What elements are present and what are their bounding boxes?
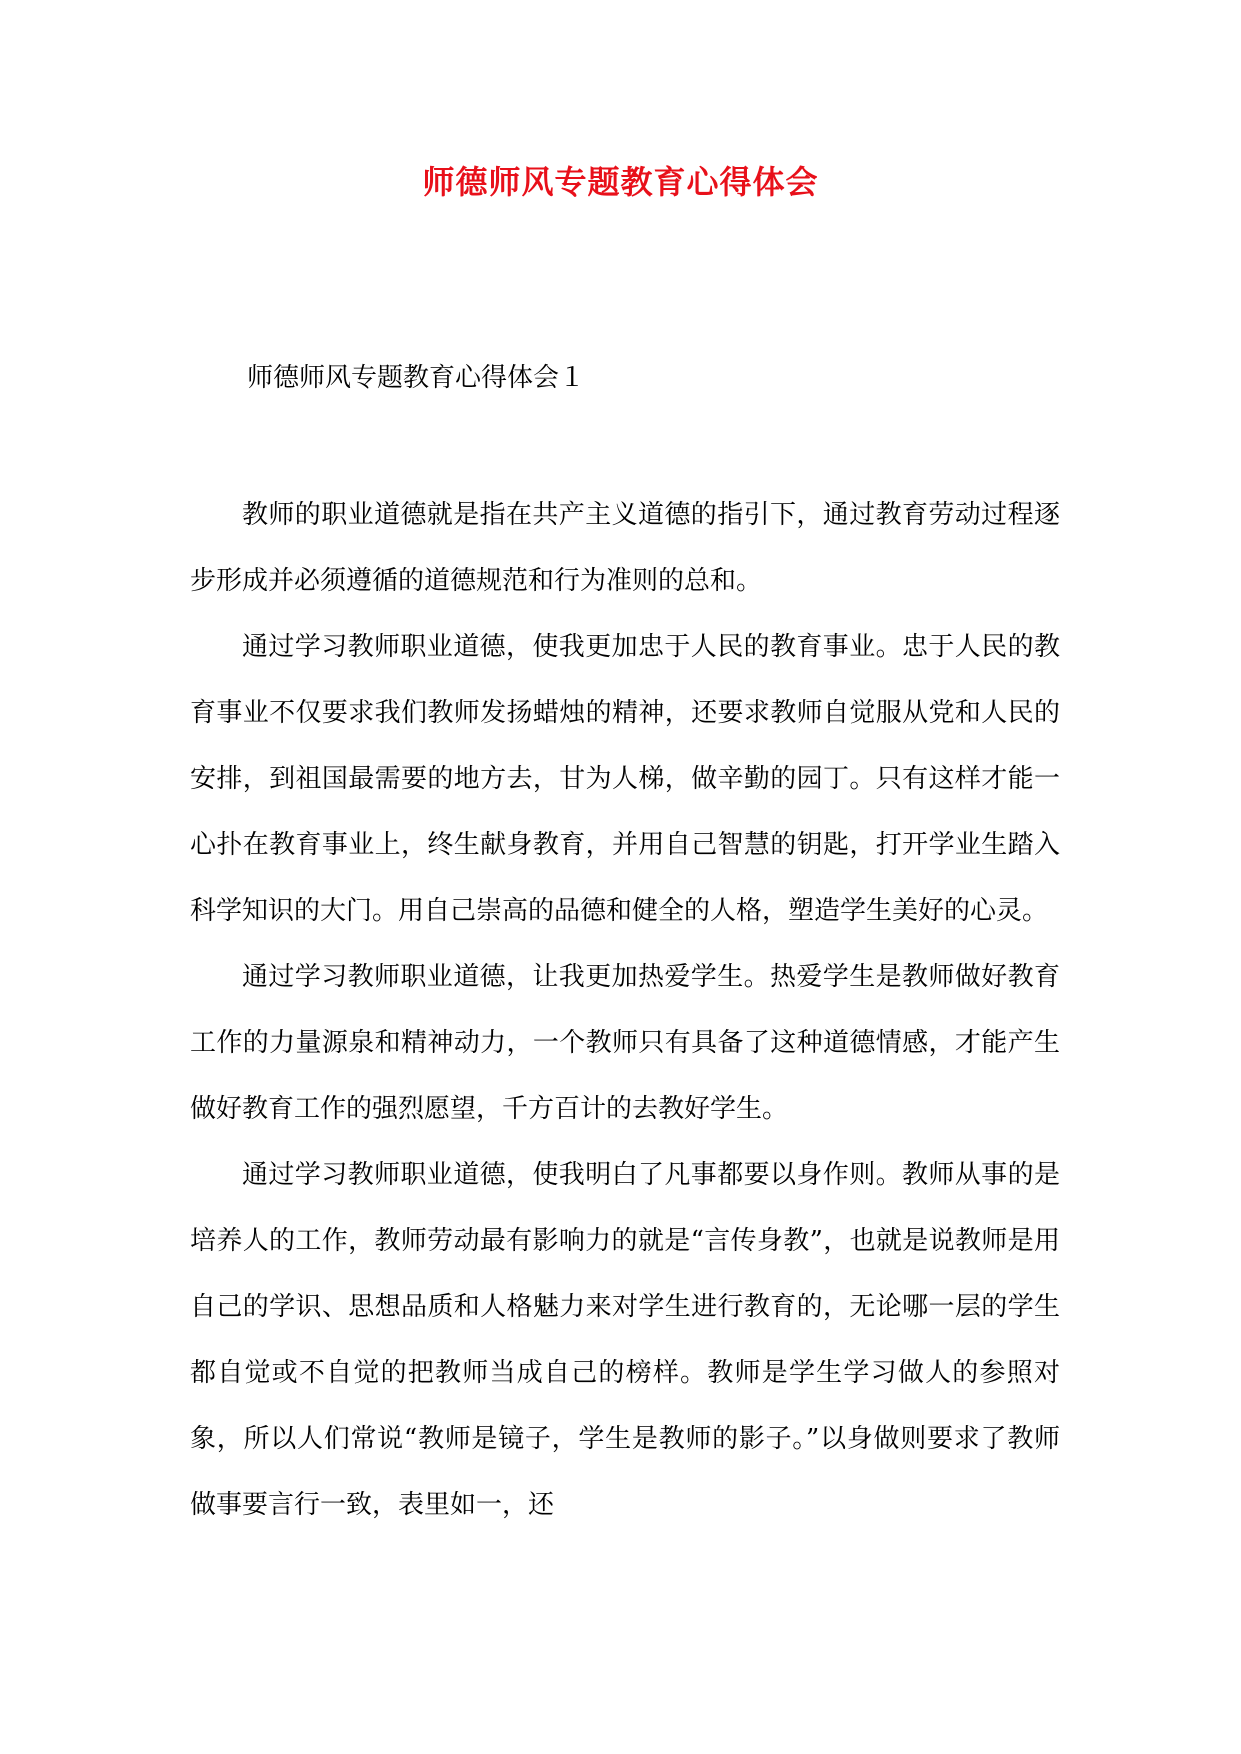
paragraph: 教师的职业道德就是指在共产主义道德的指引下，通过教育劳动过程逐步形成并必须遵循的道德规范和行为准则的总和。 (190, 500, 1060, 596)
paragraph: 通过学习教师职业道德，让我更加热爱学生。热爱学生是教师做好教育工作的力量源泉和精神动力，一个教师只有具备了这种道德情感，才能产生做好教育工作的强烈愿望，千方百计的去教好学生。 (190, 962, 1060, 1124)
document-body (190, 482, 1060, 1538)
document-title: 师德师风专题教育心得体会 (422, 163, 819, 201)
paragraph: 通过学习教师职业道德，使我明白了凡事都要以身作则。教师从事的是培养人的工作，教师劳动最有影响力的就是“言传身教”，也就是说教师是用自己的学识、思想品质和人格魅力来对学生进行教育的，无论哪一层的学生都自觉或不自觉的把教师当成自己的榜样。教师是学生学习做人的参照对象，所以人们常说“教师是镜子，学生是教师的影子。”以身做则要求了教师做事要言行一致，表里如一，还 (190, 1160, 1060, 1520)
paragraph: 通过学习教师职业道德，使我更加忠于人民的教育事业。忠于人民的教育事业不仅要求我们教师发扬蜡烛的精神，还要求教师自觉服从党和人民的安排，到祖国最需要的地方去，甘为人梯，做辛勤的园丁。只有这样才能一心扑在教育事业上，终生献身教育，并用自己智慧的钥匙，打开学业生踏入科学知识的大门。用自己崇高的品德和健全的人格，塑造学生美好的心灵。 (190, 632, 1060, 926)
section-heading: 师德师风专题教育心得体会１ (247, 363, 586, 393)
